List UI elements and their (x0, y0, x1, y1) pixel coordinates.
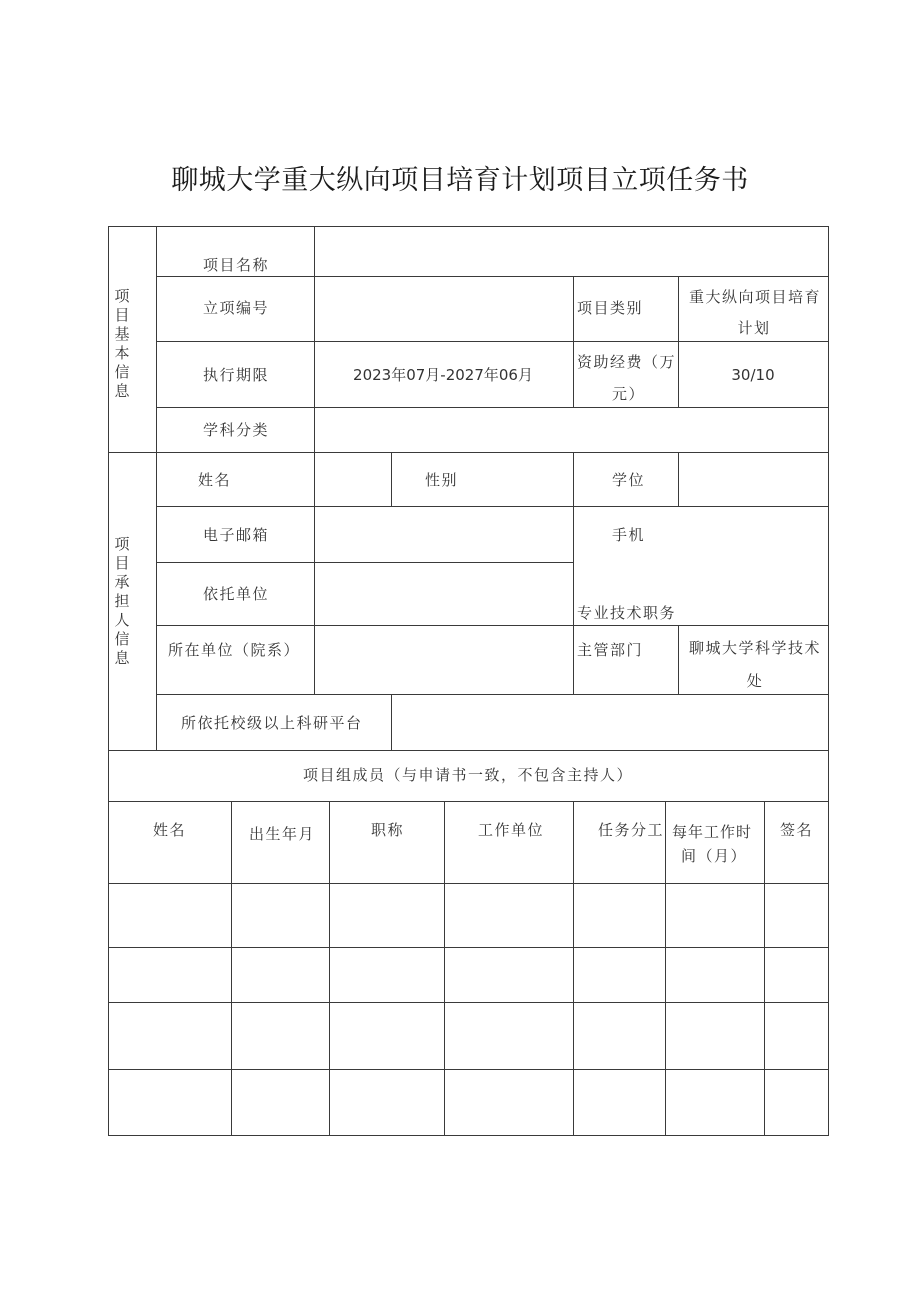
table-row (109, 948, 828, 1002)
col-header-task: 任务分工 (598, 821, 665, 839)
label-char: 目 (114, 306, 130, 324)
label-char: 项 (114, 535, 130, 553)
admin-dept-value-line2: 处 (746, 672, 764, 690)
project-type-label: 项目类别 (577, 299, 644, 317)
admin-dept-label: 主管部门 (577, 641, 644, 659)
phone-label: 手机 (612, 526, 646, 544)
col-header-signature: 签名 (780, 821, 814, 839)
table-row (109, 1070, 828, 1135)
label-char: 信 (114, 363, 130, 381)
col-header-unit: 工作单位 (478, 821, 545, 839)
project-no-label: 立项编号 (203, 299, 270, 317)
admin-dept-value: 聊城大学科学技术 (688, 639, 822, 657)
funding-value: 30/10 (731, 366, 775, 384)
professional-title-label: 专业技术职务 (577, 604, 677, 622)
label-char: 人 (114, 611, 130, 629)
degree-label: 学位 (612, 471, 646, 489)
col-header-title: 职称 (371, 821, 405, 839)
page-title: 聊城大学重大纵向项目培育计划项目立项任务书 (171, 165, 749, 196)
funding-label-line2: 元） (612, 385, 646, 403)
col-header-birth: 出生年月 (249, 825, 316, 843)
label-char: 目 (114, 554, 130, 572)
label-char: 承 (114, 573, 130, 591)
period-value: 2023年07月-2027年06月 (353, 366, 533, 384)
col-header-time: 每年工作时 (672, 823, 753, 841)
funding-label: 资助经费（万 (577, 353, 677, 371)
col-header-name: 姓名 (153, 821, 187, 839)
research-platform-label: 所依托校级以上科研平台 (181, 714, 363, 732)
discipline-label: 学科分类 (203, 421, 270, 439)
name-label: 姓名 (198, 471, 232, 489)
support-unit-label: 依托单位 (203, 585, 270, 603)
project-type-value: 重大纵向项目培育 (688, 288, 822, 306)
project-type-value-line2: 计划 (737, 319, 771, 337)
label-char: 担 (114, 592, 130, 610)
table-row (109, 884, 828, 947)
period-label: 执行期限 (203, 366, 270, 384)
members-heading: 项目组成员（与申请书一致，不包含主持人） (302, 766, 634, 784)
label-char: 息 (114, 649, 130, 667)
label-char: 息 (114, 382, 130, 400)
label-char: 本 (114, 344, 130, 362)
label-char: 信 (114, 630, 130, 648)
label-char: 基 (114, 325, 130, 343)
project-name-label: 项目名称 (203, 256, 270, 274)
table-row (109, 1003, 828, 1069)
gender-label: 性别 (425, 471, 459, 489)
email-label: 电子邮箱 (203, 526, 270, 544)
label-char: 项 (114, 287, 130, 305)
department-label: 所在单位（院系） (168, 641, 301, 659)
col-header-time-line2: 间（月） (681, 847, 748, 865)
